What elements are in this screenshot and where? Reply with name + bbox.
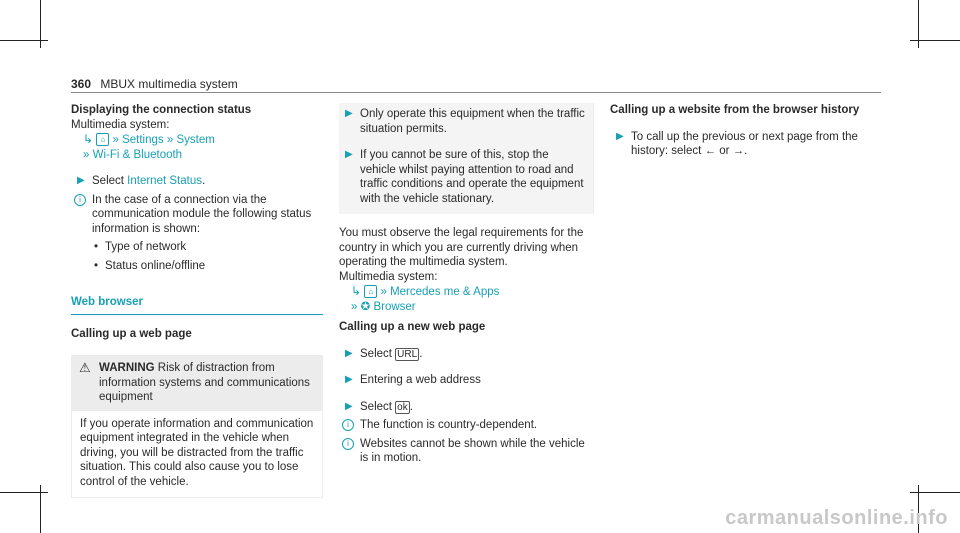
path-mercedes-me-apps: Mercedes me & Apps <box>390 286 500 298</box>
warning-box <box>71 355 323 411</box>
step-text: If you cannot be sure of this, stop the vehicle whilst paying attention to road and traffic conditions and operate the equipment with the vehicle stationary. <box>360 149 584 205</box>
section-title-web-browser: Web browser <box>71 296 143 308</box>
menu-path-2 <box>71 148 323 163</box>
crop-mark <box>910 492 960 493</box>
note-text: In the case of a connection via the communication module the following status information is shown: <box>92 193 312 235</box>
info-icon: i <box>342 438 354 450</box>
crop-mark <box>0 492 48 493</box>
step-enter-address <box>339 373 594 388</box>
chevrons-icon: » <box>166 134 174 146</box>
crop-mark <box>910 40 960 41</box>
info-note <box>339 437 594 466</box>
heading-connection-status: Displaying the connection status <box>71 104 252 116</box>
column-1 <box>71 103 323 498</box>
page-header-title: MBUX multimedia system <box>100 77 238 91</box>
step-arrow-icon: ▶ <box>345 149 353 160</box>
home-icon: ⌂ <box>364 285 377 298</box>
step-suffix: . <box>419 347 423 360</box>
warning-step <box>339 107 587 136</box>
compass-icon: ✪ <box>360 300 371 313</box>
note-text: The function is country-dependent. <box>360 419 538 431</box>
step-arrow-icon: ▶ <box>616 130 624 142</box>
header-rule <box>71 92 881 93</box>
step-arrow-icon: ▶ <box>77 175 85 186</box>
path-arrow-icon: ↳ <box>351 284 362 298</box>
info-note <box>339 418 594 433</box>
info-icon: i <box>342 419 354 431</box>
step-arrow-icon: ▶ <box>345 108 353 119</box>
internet-status-link: Internet Status <box>127 175 202 187</box>
path-label: Multimedia system: <box>339 270 438 283</box>
legal-paragraph: You must observe the legal requirements for the country in which you are currently driving when operating the multimedia system. <box>339 227 584 268</box>
note-text: Websites cannot be shown while the vehicle is in motion. <box>360 437 585 464</box>
step-text: Select <box>360 347 392 360</box>
watermark: carmanualsonline.info <box>725 507 948 529</box>
column-2 <box>339 103 594 466</box>
menu-path <box>71 132 323 148</box>
column-3 <box>610 103 880 159</box>
path-arrow-icon: ↳ <box>83 132 94 146</box>
heading-calling-web-page: Calling up a web page <box>71 327 192 340</box>
heading-browser-history: Calling up a website from the browser history <box>610 104 860 116</box>
warning-label: WARNING <box>99 362 155 374</box>
step-text: To call up the previous or next page from the history: select ← or →. <box>631 130 858 157</box>
step-text: Select <box>92 175 124 187</box>
path-system: System <box>176 134 215 146</box>
warning-icon: ⚠ <box>79 360 91 375</box>
step-select-ok <box>339 400 594 415</box>
step-text: Entering a web address <box>360 374 481 386</box>
list-item: • Type of network <box>71 240 323 255</box>
chevrons-icon: » <box>83 148 90 161</box>
step-arrow-icon: ▶ <box>345 347 353 359</box>
path-label: Multimedia system: <box>71 118 170 131</box>
home-icon: ⌂ <box>96 133 109 146</box>
chevrons-icon: » <box>380 286 387 298</box>
path-wifi-bluetooth: Wi-Fi & Bluetooth <box>92 148 183 161</box>
url-key-icon: URL <box>397 348 418 360</box>
warning-step <box>339 148 587 206</box>
warning-body: If you operate information and communication equipment integrated in the vehicle when driving, you will be distracted from the traffic situation. This could also cause you to lose control of the vehicle. <box>71 411 323 499</box>
warning-title: Risk of distraction from information systems and communications equipment <box>99 362 310 403</box>
path-settings: Settings <box>122 134 164 146</box>
step-text: Select <box>360 400 392 413</box>
info-note <box>71 193 323 237</box>
section-rule <box>71 314 323 315</box>
list-item: • Status online/offline <box>71 259 323 274</box>
crop-mark <box>0 40 48 41</box>
menu-path <box>339 284 594 300</box>
step-text: Only operate this equipment when the traffic situation permits. <box>360 108 585 135</box>
heading-new-web-page: Calling up a new web page <box>339 321 486 333</box>
chevrons-icon: » <box>112 134 119 146</box>
step-select-url <box>339 347 594 362</box>
page-number: 360 <box>71 77 92 91</box>
step-suffix: . <box>201 175 206 187</box>
ok-key-icon: ok <box>397 401 408 413</box>
chevrons-icon: » <box>351 300 358 313</box>
step-select-internet-status <box>71 174 323 189</box>
step-arrow-icon: ▶ <box>345 400 353 412</box>
warning-steps-box <box>339 103 594 214</box>
step-arrow-icon: ▶ <box>345 374 353 385</box>
menu-path-2 <box>339 300 594 315</box>
step-suffix: . <box>409 400 413 413</box>
info-icon: i <box>74 194 86 206</box>
page-header <box>71 77 238 91</box>
step-history-nav <box>610 130 880 159</box>
path-browser: Browser <box>373 300 416 313</box>
